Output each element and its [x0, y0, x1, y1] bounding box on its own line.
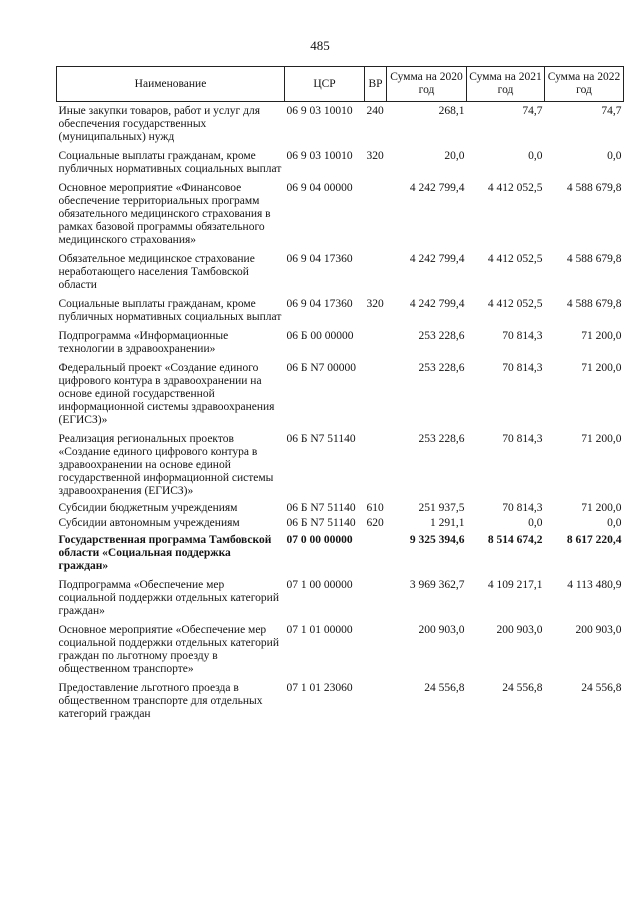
row-name: Подпрограмма «Информационные технологии в здравоохранении»	[58, 330, 229, 355]
row-name: Основное мероприятие «Финансовое обеспечение территориальных программ обязательного медицинского страхования в рамках базовой программы обязательного медицинского страхования»	[58, 182, 271, 246]
row-csr: 06 Б 00 00000	[286, 330, 354, 342]
row-vr	[365, 531, 387, 576]
row-sum-2021: 70 814,3	[502, 330, 543, 342]
table-row	[57, 250, 624, 295]
table-row	[57, 430, 624, 501]
page-number: 485	[310, 38, 330, 53]
table-row	[57, 516, 624, 531]
row-sum-2020: 268,1	[438, 105, 465, 117]
row-sum-2021: 4 412 052,5	[487, 182, 543, 194]
row-vr	[365, 250, 387, 295]
budget-table	[56, 66, 624, 724]
header-sum-2020: Сумма на 2020 год	[387, 67, 467, 102]
header-sum-2022: Сумма на 2022 год	[545, 67, 624, 102]
row-sum-2021: 200 903,0	[496, 624, 543, 636]
table-row	[57, 679, 624, 724]
row-sum-2020: 4 242 799,4	[409, 253, 465, 265]
row-name: Государственная программа Тамбовской области «Социальная поддержка граждан»	[58, 534, 272, 572]
row-name: Социальные выплаты гражданам, кроме публичных нормативных социальных выплат	[58, 298, 282, 323]
row-sum-2022: 8 617 220,4	[566, 534, 622, 546]
row-sum-2021: 8 514 674,2	[487, 534, 543, 546]
row-csr: 06 Б N7 51140	[286, 502, 356, 514]
header-vr: ВР	[365, 67, 387, 102]
row-sum-2020: 24 556,8	[424, 682, 465, 694]
table-body	[57, 102, 624, 725]
row-vr	[365, 430, 387, 501]
header-csr: ЦСР	[285, 67, 365, 102]
row-csr: 07 1 01 00000	[286, 624, 353, 636]
row-vr: 320	[366, 150, 384, 162]
table-row	[57, 295, 624, 327]
table-row	[57, 359, 624, 430]
row-sum-2020: 3 969 362,7	[409, 579, 465, 591]
row-sum-2020: 1 291,1	[430, 517, 465, 529]
table-row	[57, 576, 624, 621]
row-sum-2022: 4 588 679,8	[566, 253, 622, 265]
row-sum-2020: 20,0	[444, 150, 465, 162]
row-sum-2021: 4 109 217,1	[487, 579, 543, 591]
row-sum-2020: 9 325 394,6	[409, 534, 465, 546]
row-csr: 06 Б N7 00000	[286, 362, 357, 374]
row-vr	[365, 679, 387, 724]
row-sum-2020: 4 242 799,4	[409, 182, 465, 194]
row-sum-2021: 0,0	[528, 517, 543, 529]
row-vr	[365, 327, 387, 359]
row-name: Субсидии автономным учреждениям	[58, 517, 240, 529]
row-name: Субсидии бюджетным учреждениям	[58, 502, 238, 514]
row-sum-2022: 4 588 679,8	[566, 298, 622, 310]
row-name: Федеральный проект «Создание единого цифрового контура в здравоохранении на основе единой государственной информационной системы здравоохранения (ЕГИСЗ)»	[58, 362, 275, 426]
row-sum-2022: 200 903,0	[575, 624, 622, 636]
row-sum-2022: 0,0	[607, 517, 622, 529]
row-sum-2021: 74,7	[522, 105, 543, 117]
row-csr: 06 9 03 10010	[286, 150, 353, 162]
row-sum-2022: 4 113 480,9	[567, 579, 622, 591]
table-row	[57, 327, 624, 359]
row-vr	[365, 179, 387, 250]
row-sum-2022: 24 556,8	[581, 682, 622, 694]
row-vr: 620	[366, 517, 384, 529]
table-row	[57, 621, 624, 679]
row-sum-2021: 4 412 052,5	[487, 298, 543, 310]
row-name: Обязательное медицинское страхование неработающего населения Тамбовской области	[58, 253, 255, 291]
row-sum-2022: 71 200,0	[581, 362, 622, 374]
row-csr: 06 Б N7 51140	[286, 517, 356, 529]
row-sum-2020: 253 228,6	[418, 433, 465, 445]
row-csr: 06 9 04 17360	[286, 298, 353, 310]
table-row	[57, 501, 624, 516]
row-sum-2022: 71 200,0	[581, 330, 622, 342]
row-csr: 06 9 03 10010	[286, 105, 353, 117]
row-sum-2020: 4 242 799,4	[409, 298, 465, 310]
row-csr: 06 9 04 17360	[286, 253, 353, 265]
row-sum-2021: 0,0	[528, 150, 543, 162]
row-sum-2020: 251 937,5	[418, 502, 465, 514]
row-csr: 07 1 01 23060	[286, 682, 353, 694]
row-vr: 240	[366, 105, 384, 117]
row-csr: 07 0 00 00000	[286, 534, 353, 546]
table-header-row	[57, 67, 624, 102]
row-sum-2022: 71 200,0	[581, 433, 622, 445]
row-name: Социальные выплаты гражданам, кроме публичных нормативных социальных выплат	[58, 150, 282, 175]
row-sum-2022: 4 588 679,8	[566, 182, 622, 194]
row-csr: 06 Б N7 51140	[286, 433, 356, 445]
row-sum-2020: 200 903,0	[418, 624, 465, 636]
row-sum-2022: 0,0	[607, 150, 622, 162]
row-csr: 07 1 00 00000	[286, 579, 353, 591]
row-vr	[365, 621, 387, 679]
row-vr	[365, 359, 387, 430]
row-sum-2020: 253 228,6	[418, 362, 465, 374]
row-sum-2022: 71 200,0	[581, 502, 622, 514]
row-sum-2021: 70 814,3	[502, 433, 543, 445]
row-sum-2022: 74,7	[601, 105, 622, 117]
row-sum-2020: 253 228,6	[418, 330, 465, 342]
row-sum-2021: 70 814,3	[502, 362, 543, 374]
row-sum-2021: 70 814,3	[502, 502, 543, 514]
row-sum-2021: 4 412 052,5	[487, 253, 543, 265]
table-row	[57, 102, 624, 148]
row-sum-2021: 24 556,8	[502, 682, 543, 694]
header-sum-2021: Сумма на 2021 год	[467, 67, 545, 102]
table-row	[57, 531, 624, 576]
row-vr: 610	[366, 502, 384, 514]
header-name: Наименование	[57, 67, 285, 102]
table-row	[57, 179, 624, 250]
table-row	[57, 147, 624, 179]
row-vr	[365, 576, 387, 621]
row-csr: 06 9 04 00000	[286, 182, 353, 194]
row-name: Предоставление льготного проезда в общественном транспорте для отдельных категорий граждан	[58, 682, 263, 720]
row-name: Подпрограмма «Обеспечение мер социальной поддержки отдельных категорий граждан»	[58, 579, 279, 617]
row-name: Реализация региональных проектов «Создание единого цифрового контура в здравоохранении на основе единой государственной информационной системы здравоохранения (ЕГИСЗ)»	[58, 433, 274, 497]
row-name: Иные закупки товаров, работ и услуг для обеспечения государственных (муниципальных) нужд	[58, 105, 260, 143]
row-name: Основное мероприятие «Обеспечение мер социальной поддержки отдельных категорий граждан по льготному проезду в общественном транспорте»	[58, 624, 279, 675]
row-vr: 320	[366, 298, 384, 310]
